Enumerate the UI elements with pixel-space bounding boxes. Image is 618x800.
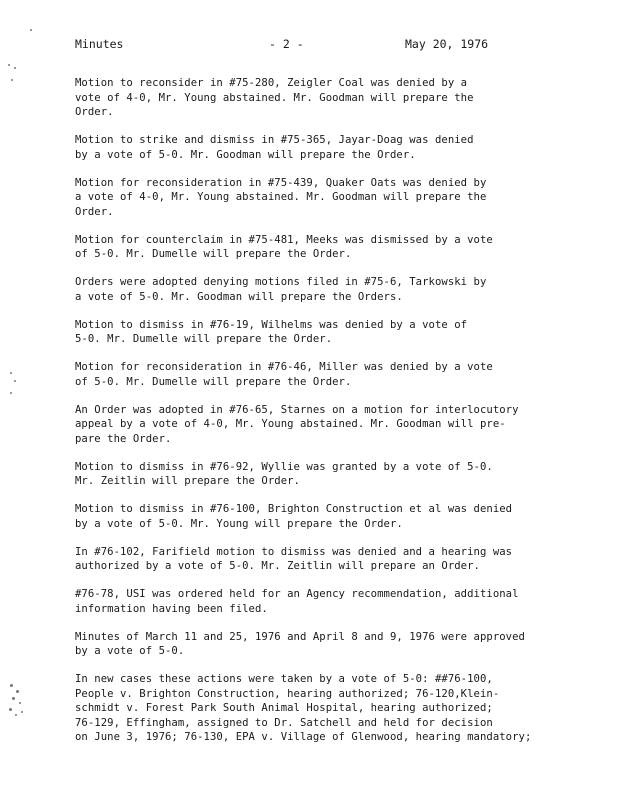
- scan-speck: [10, 372, 12, 374]
- paragraph-brighton-construction: Motion to dismiss in #76-100, Brighton Construction et al was denied by a vote of 5-0. Mr. Young will prepare the Order.: [75, 503, 513, 530]
- paragraph-new-cases: In new cases these actions were taken by a vote of 5-0: ##76-100, People v. Brighton Construction, hearing authorized; 76-120,Klein- schmidt v. Forest Park South Animal Hospital, hearing authorized; 76-129, Effingham, assigned to Dr. Satchell and held for decision on June 3, 1976; 76-130, EPA v. Village of Glenwood, hearing mandatory;: [75, 673, 532, 743]
- meeting-date: May 20, 1976: [405, 37, 489, 51]
- scan-speck: [21, 711, 23, 713]
- paragraph-miller: Motion for reconsideration in #76-46, Miller was denied by a vote of 5-0. Mr. Dumelle will prepare the Order.: [75, 361, 493, 388]
- paragraph-zeigler-coal: Motion to reconsider in #75-280, Zeigler Coal was denied by a vote of 4-0, Mr. Young abstained. Mr. Goodman will prepare the Order.: [75, 77, 474, 118]
- scan-speck: [12, 697, 15, 700]
- scan-speck: [10, 392, 12, 394]
- page-header: [75, 37, 575, 53]
- paragraph-meeks: Motion for counterclaim in #75-481, Meeks was dismissed by a vote of 5-0. Mr. Dumelle will prepare the Order.: [75, 233, 493, 260]
- scan-speck: [8, 64, 10, 66]
- scan-speck: [30, 29, 32, 31]
- scan-speck: [14, 67, 16, 69]
- scan-speck: [15, 714, 17, 716]
- scan-speck: [10, 684, 13, 687]
- scan-speck: [16, 690, 19, 693]
- paragraph-farifield: In #76-102, Farifield motion to dismiss was denied and a hearing was authorized by a vote of 5-0. Mr. Zeitlin will prepare an Order.: [75, 545, 513, 572]
- paragraph-starnes: An Order was adopted in #76-65, Starnes on a motion for interlocutory appeal by a vote of 4-0, Mr. Young abstained. Mr. Goodman will pre- pare the Order.: [75, 403, 519, 445]
- paragraph-wyllie: Motion to dismiss in #76-92, Wyllie was granted by a vote of 5-0. Mr. Zeitlin will prepare the Order.: [75, 460, 493, 487]
- paragraph-quaker-oats: Motion for reconsideration in #75-439, Quaker Oats was denied by a vote of 4-0, Mr. Young abstained. Mr. Goodman will prepare the Order.: [75, 176, 487, 218]
- paragraph-jayar-doag: Motion to strike and dismiss in #75-365, Jayar-Doag was denied by a vote of 5-0. Mr. Goodman will prepare the Order.: [75, 134, 474, 161]
- paragraph-minutes-approval: Minutes of March 11 and 25, 1976 and April 8 and 9, 1976 were approved by a vote of 5-0.: [75, 630, 525, 657]
- page-number: - 2 -: [269, 37, 304, 51]
- scan-speck: [14, 380, 16, 382]
- paragraph-wilhelms: Motion to dismiss in #76-19, Wilhelms was denied by a vote of 5-0. Mr. Dumelle will prepare the Order.: [75, 318, 468, 345]
- scan-speck: [11, 79, 13, 81]
- minutes-body: [75, 76, 580, 758]
- scan-speck: [19, 702, 21, 704]
- paragraph-tarkowski: Orders were adopted denying motions filed in #75-6, Tarkowski by a vote of 5-0. Mr. Goodman will prepare the Orders.: [75, 276, 487, 303]
- document-title: Minutes: [75, 37, 124, 51]
- scan-speck: [9, 708, 12, 711]
- paragraph-usi: #76-78, USI was ordered held for an Agency recommendation, additional information having been filed.: [75, 588, 519, 615]
